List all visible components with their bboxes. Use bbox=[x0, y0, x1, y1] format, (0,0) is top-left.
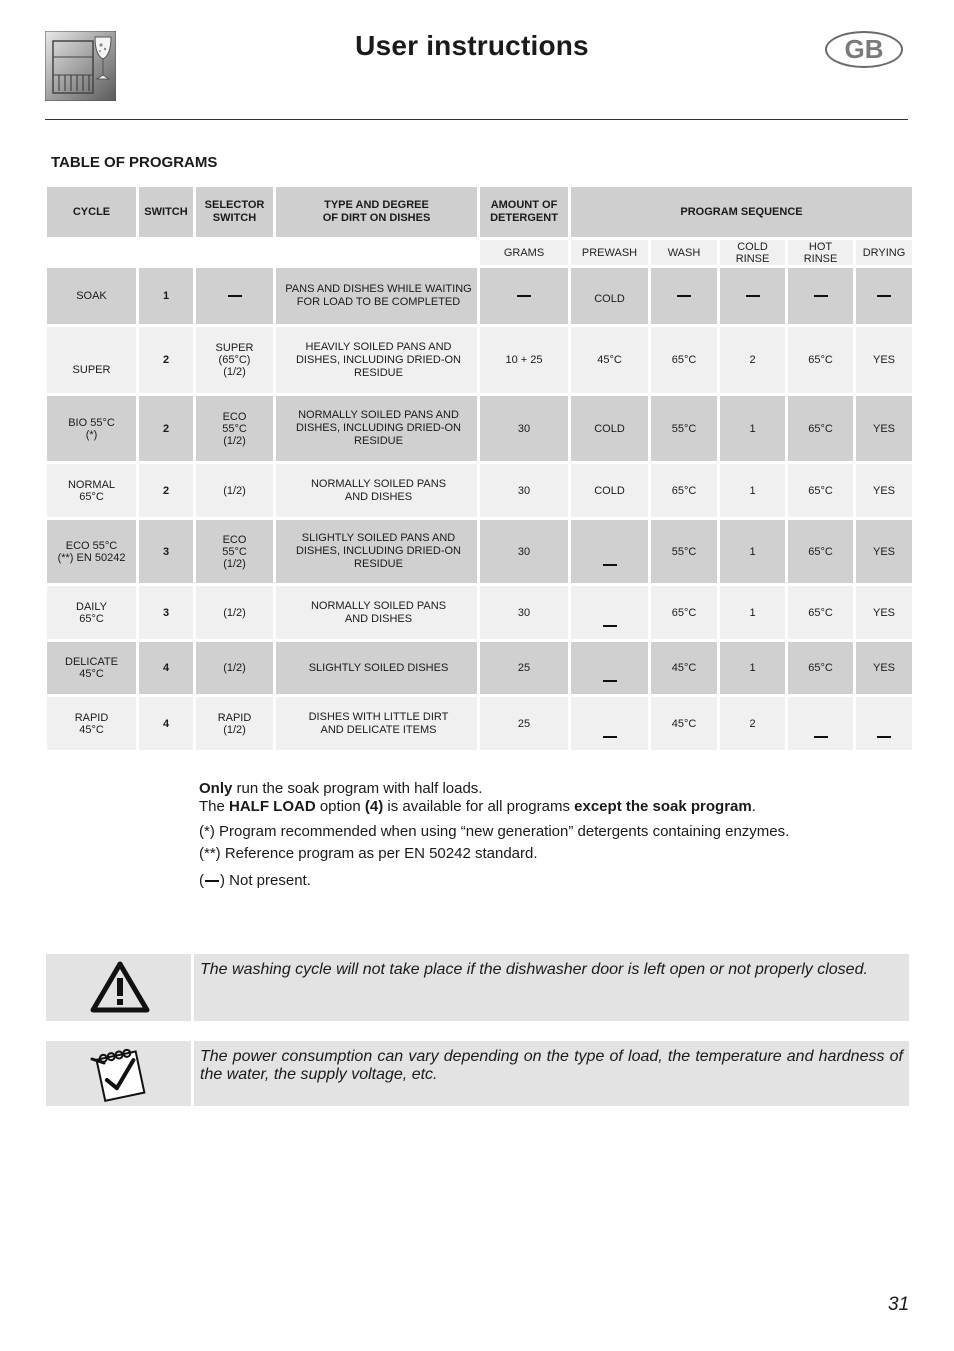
cell-wash: 65°C bbox=[651, 586, 717, 639]
cell-type: SLIGHTLY SOILED DISHES bbox=[276, 642, 477, 694]
cell-type: NORMALLY SOILED PANS AND DISHES bbox=[276, 464, 477, 517]
cell-grams: 30 bbox=[480, 520, 568, 583]
cell-selector: (1/2) bbox=[196, 464, 273, 517]
table-row bbox=[47, 642, 912, 694]
cell-grams: 10 + 25 bbox=[480, 327, 568, 393]
cell-switch: 1 bbox=[139, 268, 193, 324]
cell-grams: 30 bbox=[480, 586, 568, 639]
cell-drying: YES bbox=[856, 586, 912, 639]
cell-selector: (1/2) bbox=[196, 642, 273, 694]
not-present-dash bbox=[603, 736, 617, 738]
cell-cold-rinse: 1 bbox=[720, 396, 785, 461]
cell-prewash bbox=[571, 642, 648, 694]
cell-cold-rinse: 2 bbox=[720, 327, 785, 393]
subheader-prewash: PREWASH bbox=[571, 240, 648, 265]
cell-hot-rinse: 65°C bbox=[788, 642, 853, 694]
section-title: TABLE OF PROGRAMS bbox=[51, 154, 218, 171]
cell-type: HEAVILY SOILED PANS AND DISHES, INCLUDING DRIED-ON RESIDUE bbox=[276, 327, 477, 393]
page-number: 31 bbox=[888, 1294, 910, 1315]
not-present-dash bbox=[205, 880, 219, 882]
cell-prewash bbox=[571, 520, 648, 583]
cell-switch: 4 bbox=[139, 642, 193, 694]
cell-drying: YES bbox=[856, 327, 912, 393]
cell-type: PANS AND DISHES WHILE WAITING FOR LOAD TO BE COMPLETED bbox=[276, 268, 477, 324]
cell-selector: ECO 55°C (1/2) bbox=[196, 396, 273, 461]
cell-type: NORMALLY SOILED PANS AND DISHES bbox=[276, 586, 477, 639]
cell-hot-rinse: 65°C bbox=[788, 396, 853, 461]
cell-type: NORMALLY SOILED PANS AND DISHES, INCLUDING DRIED-ON RESIDUE bbox=[276, 396, 477, 461]
page-title: User instructions bbox=[355, 30, 589, 61]
cell-wash: 45°C bbox=[651, 642, 717, 694]
cell-drying bbox=[856, 268, 912, 324]
header-type: TYPE AND DEGREE OF DIRT ON DISHES bbox=[276, 187, 477, 237]
cell-wash: 65°C bbox=[651, 464, 717, 517]
table-subheader-row bbox=[47, 240, 912, 265]
cell-cycle: RAPID 45°C bbox=[47, 697, 136, 750]
cell-prewash bbox=[571, 697, 648, 750]
not-present-dash bbox=[677, 295, 691, 297]
not-present-dash bbox=[877, 295, 891, 297]
subheader-grams: GRAMS bbox=[480, 240, 568, 265]
cell-grams: 30 bbox=[480, 464, 568, 517]
cell-cycle: SOAK bbox=[47, 268, 136, 324]
table-row bbox=[47, 464, 912, 517]
cell-wash: 55°C bbox=[651, 396, 717, 461]
cell-cycle: SUPER bbox=[47, 327, 136, 393]
header-amount: AMOUNT OF DETERGENT bbox=[480, 187, 568, 237]
not-present-dash bbox=[814, 736, 828, 738]
cell-cycle: DAILY 65°C bbox=[47, 586, 136, 639]
cell-cycle: NORMAL 65°C bbox=[47, 464, 136, 517]
header-divider bbox=[45, 119, 908, 120]
warning-box bbox=[46, 954, 909, 1021]
not-present-dash bbox=[877, 736, 891, 738]
warning-triangle-icon bbox=[90, 960, 150, 1014]
cell-hot-rinse: 65°C bbox=[788, 327, 853, 393]
cell-selector bbox=[196, 268, 273, 324]
table-row bbox=[47, 520, 912, 583]
subheader-hot-rinse: HOT RINSE bbox=[788, 240, 853, 265]
cell-grams: 25 bbox=[480, 642, 568, 694]
info-box bbox=[46, 1041, 909, 1106]
note-not-present: ( ) Not present. bbox=[199, 872, 311, 889]
subheader-wash: WASH bbox=[651, 240, 717, 265]
cell-switch: 2 bbox=[139, 327, 193, 393]
cell-hot-rinse bbox=[788, 268, 853, 324]
cell-type: DISHES WITH LITTLE DIRT AND DELICATE ITEMS bbox=[276, 697, 477, 750]
not-present-dash bbox=[603, 625, 617, 627]
warning-text: The washing cycle will not take place if the dishwasher door is left open or not properly closed. bbox=[200, 961, 868, 978]
cell-cold-rinse: 1 bbox=[720, 464, 785, 517]
table-row bbox=[47, 268, 912, 324]
header-switch: SWITCH bbox=[139, 187, 193, 237]
note-soak: Only run the soak program with half loads. bbox=[199, 780, 483, 797]
cell-cold-rinse: 1 bbox=[720, 642, 785, 694]
cell-prewash: COLD bbox=[571, 464, 648, 517]
cell-cold-rinse: 2 bbox=[720, 697, 785, 750]
cell-prewash: COLD bbox=[571, 268, 648, 324]
cell-drying: YES bbox=[856, 464, 912, 517]
cell-hot-rinse: 65°C bbox=[788, 464, 853, 517]
table-row bbox=[47, 396, 912, 461]
programs-table bbox=[44, 184, 915, 753]
not-present-dash bbox=[603, 680, 617, 682]
note-reference: (**) Reference program as per EN 50242 standard. bbox=[199, 845, 538, 862]
not-present-dash bbox=[603, 564, 617, 566]
cell-selector: SUPER (65°C) (1/2) bbox=[196, 327, 273, 393]
info-text: The power consumption can vary depending on the type of load, the temperature and hardness of the water, the supply voltage, etc. bbox=[200, 1048, 903, 1083]
language-badge: GB bbox=[825, 31, 903, 68]
cell-cycle: DELICATE 45°C bbox=[47, 642, 136, 694]
note-half-load: The HALF LOAD option (4) is available for all programs except the soak program. bbox=[199, 798, 756, 815]
cell-switch: 2 bbox=[139, 396, 193, 461]
note-enzymes: (*) Program recommended when using “new generation” detergents containing enzymes. bbox=[199, 823, 790, 840]
notepad-check-icon bbox=[90, 1045, 152, 1103]
cell-switch: 4 bbox=[139, 697, 193, 750]
not-present-dash bbox=[814, 295, 828, 297]
not-present-dash bbox=[517, 295, 531, 297]
cell-wash: 55°C bbox=[651, 520, 717, 583]
cell-grams: 30 bbox=[480, 396, 568, 461]
cell-hot-rinse: 65°C bbox=[788, 586, 853, 639]
header-cycle: CYCLE bbox=[47, 187, 136, 237]
header-selector: SELECTOR SWITCH bbox=[196, 187, 273, 237]
cell-grams bbox=[480, 268, 568, 324]
cell-drying: YES bbox=[856, 642, 912, 694]
cell-drying bbox=[856, 697, 912, 750]
cell-prewash: COLD bbox=[571, 396, 648, 461]
cell-selector: ECO 55°C (1/2) bbox=[196, 520, 273, 583]
cell-hot-rinse: 65°C bbox=[788, 520, 853, 583]
cell-prewash bbox=[571, 586, 648, 639]
cell-prewash: 45°C bbox=[571, 327, 648, 393]
cell-type: SLIGHTLY SOILED PANS AND DISHES, INCLUDING DRIED-ON RESIDUE bbox=[276, 520, 477, 583]
header-sequence: PROGRAM SEQUENCE bbox=[571, 187, 912, 237]
table-row bbox=[47, 586, 912, 639]
table-row bbox=[47, 327, 912, 393]
cell-switch: 3 bbox=[139, 520, 193, 583]
subheader-cold-rinse: COLD RINSE bbox=[720, 240, 785, 265]
cell-cold-rinse: 1 bbox=[720, 586, 785, 639]
cell-selector: RAPID (1/2) bbox=[196, 697, 273, 750]
cell-switch: 3 bbox=[139, 586, 193, 639]
cell-switch: 2 bbox=[139, 464, 193, 517]
not-present-dash bbox=[746, 295, 760, 297]
cell-hot-rinse bbox=[788, 697, 853, 750]
cell-wash bbox=[651, 268, 717, 324]
cell-cycle: ECO 55°C (**) EN 50242 bbox=[47, 520, 136, 583]
cell-grams: 25 bbox=[480, 697, 568, 750]
table-header-row bbox=[47, 187, 912, 237]
cell-drying: YES bbox=[856, 520, 912, 583]
cell-wash: 65°C bbox=[651, 327, 717, 393]
cell-wash: 45°C bbox=[651, 697, 717, 750]
program-notes bbox=[199, 780, 789, 890]
cell-drying: YES bbox=[856, 396, 912, 461]
not-present-dash bbox=[228, 295, 242, 297]
cell-selector: (1/2) bbox=[196, 586, 273, 639]
cell-cycle: BIO 55°C (*) bbox=[47, 396, 136, 461]
table-row bbox=[47, 697, 912, 750]
cell-cold-rinse: 1 bbox=[720, 520, 785, 583]
subheader-drying: DRYING bbox=[856, 240, 912, 265]
cell-cold-rinse bbox=[720, 268, 785, 324]
